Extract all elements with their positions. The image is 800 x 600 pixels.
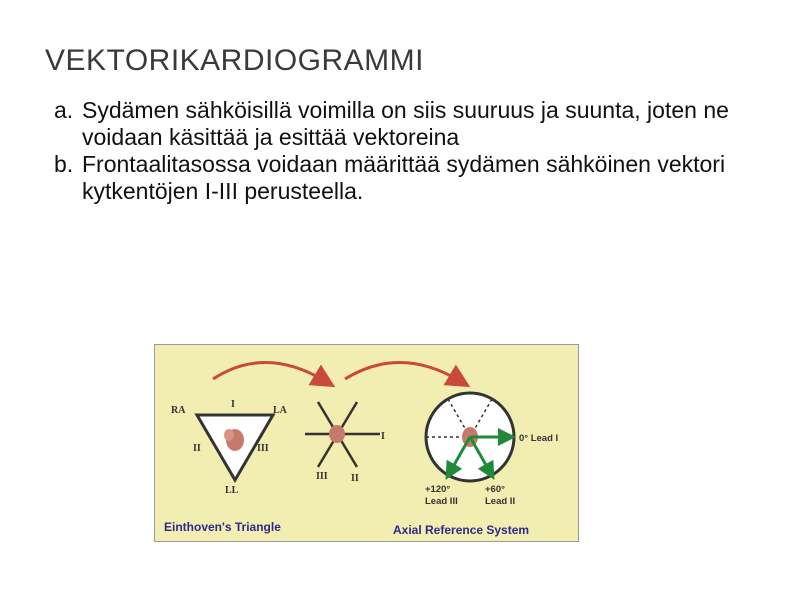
einthoven-figure <box>154 344 579 542</box>
axial-label-lead3: Lead III <box>425 496 458 507</box>
bullet-list <box>54 97 754 205</box>
label-lead-ii: II <box>193 443 201 454</box>
list-item-text: Frontaalitasossa voidaan määrittää sydämen sähköinen vektori kytkentöjen I-III perusteella. <box>82 151 726 204</box>
list-item <box>54 97 754 151</box>
star-label-i: I <box>381 431 385 442</box>
star-label-iii: III <box>316 471 328 482</box>
label-lead-iii: III <box>257 443 269 454</box>
label-lead-i: I <box>231 399 235 410</box>
transition-arrow-2 <box>345 362 460 381</box>
slide-title: VEKTORIKARDIOGRAMMI <box>45 44 424 77</box>
caption-axial: Axial Reference System <box>393 523 530 537</box>
label-la: LA <box>273 405 287 416</box>
label-ll: LL <box>225 485 239 496</box>
transition-arrow-1 <box>213 362 325 381</box>
star-label-ii: II <box>351 473 359 484</box>
list-marker: b. <box>54 151 74 177</box>
list-item-text: Sydämen sähköisillä voimilla on siis suuruus ja suunta, joten ne voidaan käsittää ja esittää vektoreina <box>82 97 729 150</box>
figure-drawing <box>155 345 578 541</box>
axial-label-plus120: +120° <box>425 484 451 495</box>
heart-icon <box>329 425 345 443</box>
axial-label-zero: 0° Lead I <box>519 433 559 444</box>
axial-label-lead2: Lead II <box>485 496 516 507</box>
list-item <box>54 151 754 205</box>
list-marker: a. <box>54 97 74 123</box>
caption-einthoven: Einthoven's Triangle <box>164 520 281 534</box>
axial-label-plus60: +60° <box>485 484 505 495</box>
label-ra: RA <box>171 405 186 416</box>
